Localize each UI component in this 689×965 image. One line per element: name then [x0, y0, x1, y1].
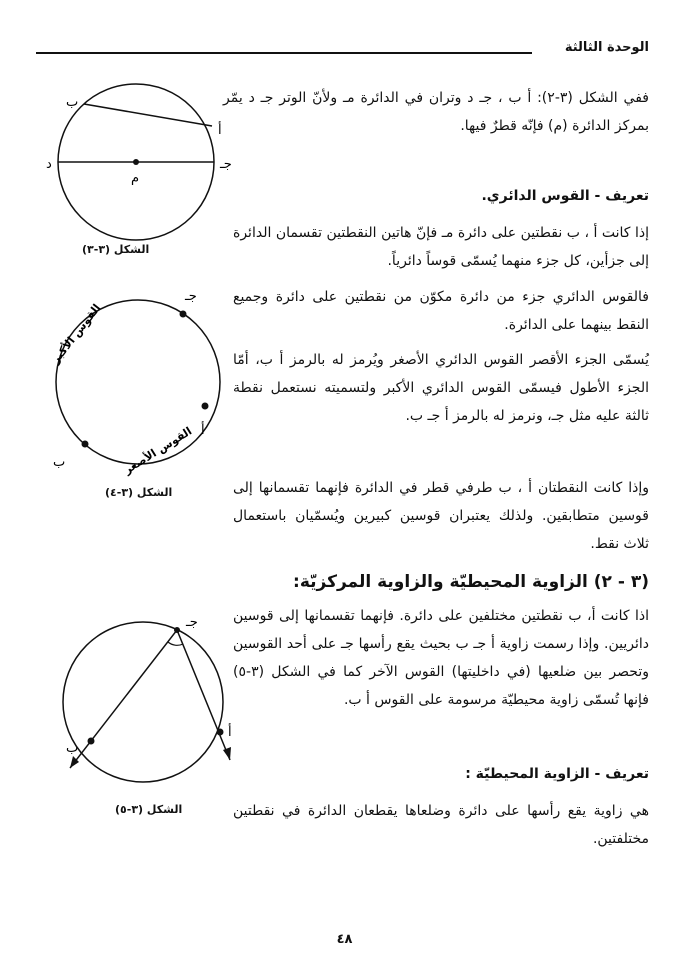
fig5-label-j: جـ [186, 615, 198, 630]
fig3-label-m: م [131, 171, 140, 186]
paragraph-arc-parts: فالقوس الدائري جزء من دائرة مكوّن من نقطتين على دائرة وجميع النقط بينهما على الدائرة. [233, 289, 649, 333]
fig4-minor-arc-label: القوس الأصغر [121, 424, 195, 477]
fig3-chord-ab [84, 104, 212, 126]
fig5-label-b: ب [66, 741, 79, 756]
definition-inscribed-heading: تعريف - الزاوية المحيطيّة : [465, 766, 649, 782]
paragraph-chords: ففي الشكل (٣-٢): أ ب ، جـ د وتران في الدائرة مـ ولأنّ الوتر جـ د يمّر بمركز الدائرة (م) فإنّه قطرٌ فيها. [223, 90, 649, 134]
fig5-point-a [217, 729, 224, 736]
fig5-caption: الشكل (٣-٥) [115, 803, 183, 816]
figure-3-5 [40, 610, 250, 785]
paragraph-major-minor: يُسمّى الجزء الأقصر القوس الدائري الأصغر ويُرمز له بالرمز أ ب، أمّا الجزء الأطول فيسمّى القوس الدائري الأكبر ولتسميته نستعمل نقطة ثالثة عليه مثل جـ، ونرمز له بالرمز أ جـ ب. [233, 352, 649, 424]
header-rule [36, 52, 532, 54]
paragraph-inscribed-def: هي زاوية يقع رأسها على دائرة وضلعاها يقطعان الدائرة في نقطتين مختلفتين. [233, 803, 649, 847]
fig3-center-point [133, 159, 139, 165]
fig5-side-jb [70, 630, 177, 768]
page-number: ٤٨ [336, 932, 353, 947]
fig5-point-j [174, 627, 180, 633]
figure-3-4 [15, 282, 240, 482]
fig3-label-d: د [46, 157, 52, 172]
fig4-point-j [180, 311, 187, 318]
figure-3-3 [40, 70, 240, 260]
paragraph-diameter-arcs: وإذا كانت النقطتان أ ، ب طرفي قطر في الدائرة فإنهما تقسمانها إلى قوسين متطابقين. ولذلك يعتبران قوسين كبيرين ويُسمّيان باستعمال ثلاث نقط. [233, 480, 649, 552]
paragraph-inscribed: اذا كانت أ، ب نقطتين مختلفين على دائرة. فإنهما تقسمانها إلى قوسين دائريين. وإذا رسمت زاوية أ جـ ب بحيث يقع رأسها جـ على أحد القوسين وتحصر بين ضلعيها (في داخليتها) القوس الآخر كما في الشكل (٣-٥) فإنها تُسمّى زاوية محيطيّة مرسومة على القوس أ ب. [233, 608, 649, 708]
definition-arc-heading: تعريف - القوس الدائري. [481, 188, 649, 204]
fig5-circle [63, 622, 223, 782]
fig5-point-b [88, 738, 95, 745]
fig4-point-b [82, 441, 89, 448]
fig4-label-a: أ [201, 423, 205, 438]
unit-title: الوحدة الثالثة [564, 40, 649, 55]
fig4-point-a [202, 403, 209, 410]
fig4-label-b: ب [53, 455, 66, 470]
fig4-label-j: جـ [185, 289, 197, 304]
fig3-label-b: ب [66, 95, 79, 110]
fig3-label-a: أ [218, 123, 222, 138]
fig5-angle-arc [168, 642, 183, 645]
section-title: (٣ - ٢) الزاوية المحيطيّة والزاوية المركزيّة: [293, 572, 649, 592]
fig5-arrowhead-a [223, 747, 231, 760]
fig4-major-arc-label: القوس الأكبر [49, 301, 104, 366]
fig3-label-j: جـ [220, 157, 232, 172]
fig4-caption: الشكل (٣-٤) [105, 486, 173, 499]
fig5-label-a: أ [228, 725, 232, 740]
fig3-caption: الشكل (٣-٣) [82, 243, 150, 256]
paragraph-arc-def: إذا كانت أ ، ب نقطتين على دائرة مـ فإنّ هاتين النقطتين تقسمان الدائرة إلى جزأين، كل جزء منهما يُسمّى قوساً دائرياً. [233, 225, 649, 269]
